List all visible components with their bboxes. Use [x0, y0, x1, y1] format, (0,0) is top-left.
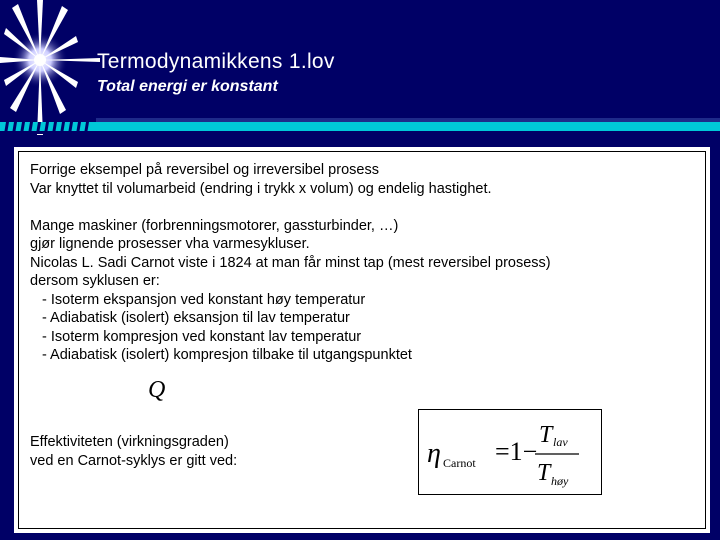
paragraph2-line: Mange maskiner (forbrenningsmotorer, gassturbinder, …): [30, 217, 399, 234]
efficiency-text: [30, 433, 237, 470]
paragraph1-line: Var knyttet til volumarbeid (endring i trykk x volum) og endelig hastighet.: [30, 180, 492, 197]
q-symbol: Q: [148, 377, 166, 403]
slide-title: Termodynamikkens 1.lov: [97, 50, 335, 73]
equals-one-minus: =1−: [495, 437, 538, 466]
cycle-step: - Isoterm ekspansjon ved konstant høy temperatur: [42, 291, 366, 308]
eta-symbol: η: [427, 438, 441, 469]
header-rule-shadow: [0, 131, 720, 134]
t-numerator-subscript: lav: [553, 435, 568, 449]
paragraph1-line: Forrige eksempel på reversibel og irreversibel prosess: [30, 162, 379, 178]
content-panel: [14, 147, 710, 533]
header-rule-cyan: [0, 122, 720, 131]
t-denominator-subscript: høy: [551, 474, 569, 488]
carnot-formula-box: [418, 409, 602, 495]
eta-subscript: Carnot: [443, 456, 476, 470]
paragraph2-line: Nicolas L. Sadi Carnot viste i 1824 at man får minst tap (mest reversibel prosess): [30, 254, 551, 271]
t-numerator: T: [539, 422, 553, 448]
carnot-formula: [419, 410, 601, 494]
slide-subtitle: Total energi er konstant: [97, 78, 278, 95]
t-denominator: T: [537, 460, 551, 486]
tick-marks-decoration: [0, 120, 100, 136]
efficiency-line: ved en Carnot-syklys er gitt ved:: [30, 452, 238, 469]
paragraph2-line: dersom syklusen er:: [30, 273, 160, 289]
cycle-step: - Isoterm kompresjon ved konstant lav temperatur: [42, 328, 362, 345]
efficiency-line: Effektiviteten (virkningsgraden): [30, 434, 229, 450]
paragraph2-line: gjør lignende prosesser vha varmesykluser.: [30, 236, 310, 252]
cycle-step: - Adiabatisk (isolert) kompresjon tilbake til utgangspunktet: [42, 347, 412, 363]
body-text: [30, 161, 551, 365]
cycle-step: - Adiabatisk (isolert) eksansjon til lav temperatur: [42, 310, 350, 326]
starburst-logo-icon: [0, 0, 100, 135]
